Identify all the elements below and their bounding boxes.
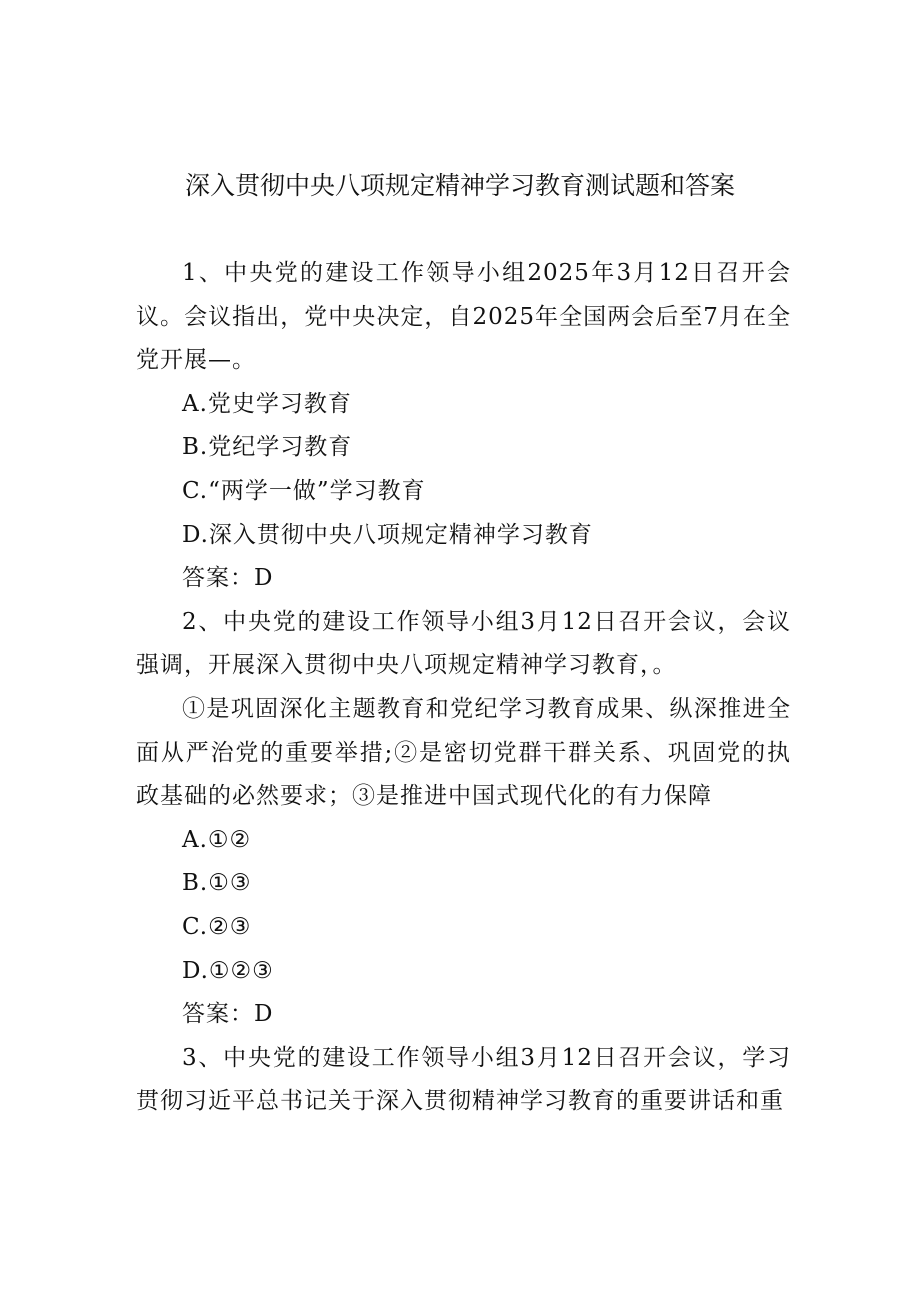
question-statement: ①是巩固深化主题教育和党纪学习教育成果、纵深推进全面从严治党的重要举措;②是密切党群干群关系、巩固党的执政基础的必然要求；③是推进中国式现代化的有力保障	[136, 695, 791, 810]
option-b: B.①③	[182, 870, 252, 897]
answer: 答案：D	[182, 565, 274, 592]
option-d: D.①②③	[182, 957, 274, 984]
option-c: C.②③	[182, 913, 252, 940]
option-a: A.党史学习教育	[182, 390, 352, 417]
question-2	[136, 601, 791, 1037]
document-body	[136, 252, 791, 1124]
question-1	[136, 252, 791, 601]
option-c: C.“两学一做”学习教育	[182, 477, 426, 504]
option-b: B.党纪学习教育	[182, 434, 353, 461]
answer: 答案：D	[182, 1001, 274, 1028]
question-stem: 1、中央党的建设工作领导小组2025年3月12日召开会议。会议指出，党中央决定，自2025年全国两会后至7月在全党开展—。	[136, 260, 791, 374]
option-a: A.①②	[182, 826, 252, 853]
question-stem: 3、中央党的建设工作领导小组3月12日召开会议，学习贯彻习近平总书记关于深入贯彻精神学习教育的重要讲话和重	[136, 1044, 791, 1115]
option-d: D.深入贯彻中央八项规定精神学习教育	[182, 521, 593, 548]
question-3	[136, 1037, 791, 1124]
question-stem: 2、中央党的建设工作领导小组3月12日召开会议，会议强调，开展深入贯彻中央八项规定精神学习教育，。	[136, 608, 791, 679]
document-title: 深入贯彻中央八项规定精神学习教育测试题和答案	[184, 171, 735, 200]
